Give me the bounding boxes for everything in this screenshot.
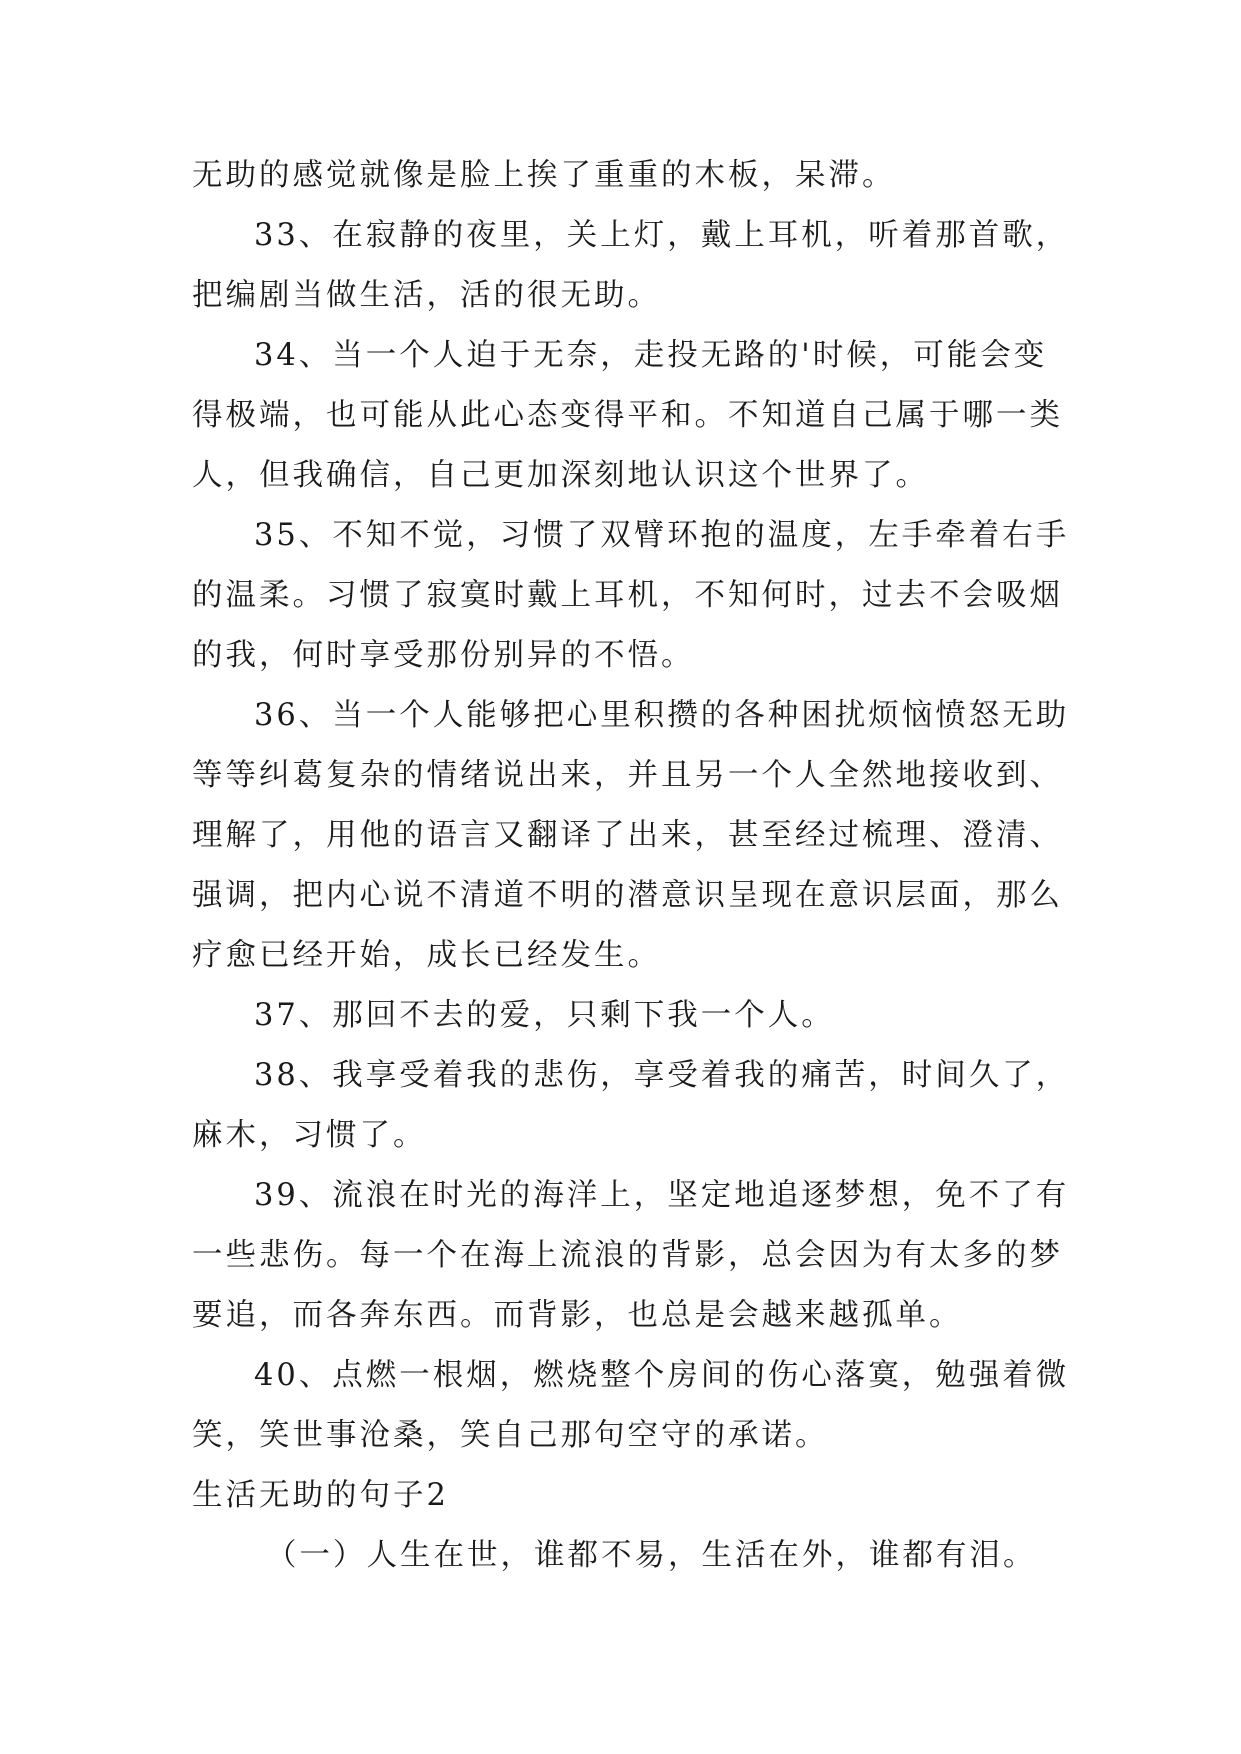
text-line: 35、不知不觉，习惯了双臂环抱的温度，左手牵着右手: [254, 518, 1070, 553]
text-line: 要追，而各奔东西。而背影，也总是会越来越孤单。: [192, 1298, 963, 1333]
text-line: 等等纠葛复杂的情绪说出来，并且另一个人全然地接收到、: [192, 758, 1063, 793]
text-line: 理解了，用他的语言又翻译了出来，甚至经过梳理、澄清、: [192, 818, 1063, 853]
text-line: 麻木，习惯了。: [192, 1118, 427, 1153]
text-line: 强调，把内心说不清道不明的潜意识呈现在意识层面，那么: [192, 878, 1063, 913]
text-line: 36、当一个人能够把心里积攒的各种困扰烦恼愤怒无助: [254, 698, 1070, 733]
text-line: 的温柔。习惯了寂寞时戴上耳机，不知何时，过去不会吸烟: [192, 578, 1063, 613]
text-line: 把编剧当做生活，活的很无助。: [192, 278, 661, 313]
text-line: 人，但我确信，自己更加深刻地认识这个世界了。: [192, 458, 929, 493]
text-line: 得极端，也可能从此心态变得平和。不知道自己属于哪一类: [192, 398, 1063, 433]
text-line: 39、流浪在时光的海洋上，坚定地追逐梦想，免不了有: [254, 1178, 1070, 1213]
text-line: 38、我享受着我的悲伤，享受着我的痛苦，时间久了，: [254, 1058, 1070, 1093]
text-line: 40、点燃一根烟，燃烧整个房间的伤心落寞，勉强着微: [254, 1358, 1070, 1393]
text-line: 34、当一个人迫于无奈，走投无路的'时候，可能会变: [254, 338, 1048, 373]
text-line: 的我，何时享受那份别异的不悟。: [192, 638, 695, 673]
text-line: 一些悲伤。每一个在海上流浪的背影，总会因为有太多的梦: [192, 1238, 1063, 1273]
document-body: [192, 146, 1072, 1586]
text-line: 无助的感觉就像是脸上挨了重重的木板，呆滞。: [192, 158, 896, 193]
section-first-line: （一）人生在世，谁都不易，生活在外，谁都有泪。: [266, 1538, 1037, 1573]
section-heading: 生活无助的句子2: [192, 1478, 449, 1513]
text-line: 37、那回不去的爱，只剩下我一个人。: [254, 998, 835, 1033]
text-line: 疗愈已经开始，成长已经发生。: [192, 938, 661, 973]
text-line: 33、在寂静的夜里，关上灯，戴上耳机，听着那首歌，: [254, 218, 1070, 253]
text-line: 笑，笑世事沧桑，笑自己那句空守的承诺。: [192, 1418, 829, 1453]
